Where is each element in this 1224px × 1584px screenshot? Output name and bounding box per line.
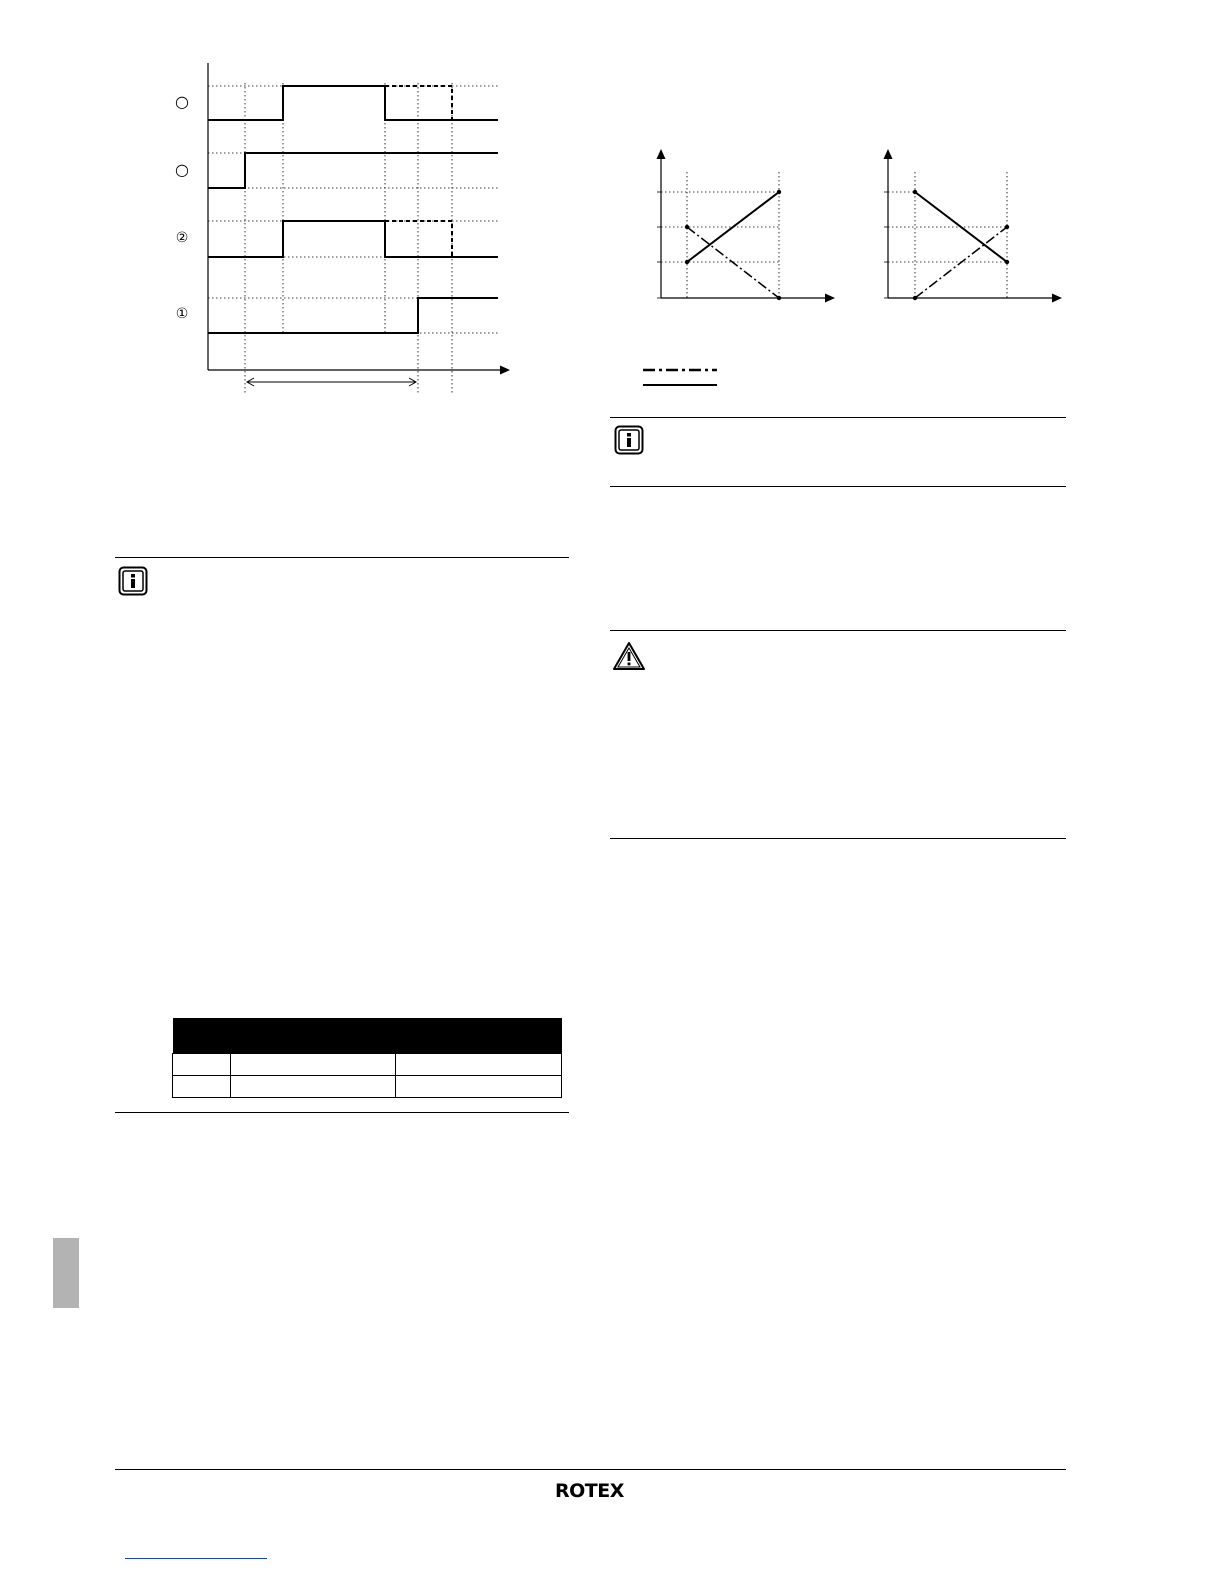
chart-b-point — [913, 296, 917, 300]
right-info-top-rule — [610, 417, 1066, 418]
table-header-cell — [230, 1018, 396, 1054]
chart-b-point — [1005, 260, 1009, 264]
timing-diagram — [160, 55, 520, 400]
table-cell — [173, 1054, 231, 1076]
rotex-logo: ROTEX — [555, 1480, 624, 1502]
info-icon — [118, 566, 148, 596]
right-info-bottom-rule — [610, 486, 1066, 487]
warning-triangle-icon — [612, 641, 646, 671]
footer-rule — [115, 1469, 1066, 1470]
chart-b-point — [913, 190, 917, 194]
table-cell — [230, 1076, 396, 1098]
table-cell — [173, 1076, 231, 1098]
table-cell — [396, 1076, 562, 1098]
table-row — [173, 1054, 562, 1076]
chart-legend — [640, 364, 722, 392]
table-header-row — [173, 1018, 562, 1054]
chart-b-point — [1005, 225, 1009, 229]
warning-bottom-rule — [610, 838, 1066, 839]
info-icon — [614, 425, 644, 455]
warning-top-rule — [610, 630, 1066, 631]
signal-marker-4: ① — [175, 306, 189, 322]
line-chart-a — [645, 145, 840, 310]
chart-b-series-dashdot — [915, 227, 1007, 298]
chart-a-series-dashdot — [687, 227, 779, 298]
signal-1-extension — [385, 86, 452, 120]
signal-3-extension — [385, 221, 452, 257]
chart-b-x-arrow — [1052, 294, 1062, 303]
chart-a-point — [777, 190, 781, 194]
chart-a-point — [777, 296, 781, 300]
table-row — [173, 1076, 562, 1098]
signal-marker-1: ○ — [175, 92, 189, 111]
footer-link-underline[interactable] — [125, 1558, 267, 1559]
signal-marker-2: ○ — [175, 160, 189, 179]
signal-4-trace — [208, 298, 498, 333]
timing-time-axis-arrow — [500, 366, 510, 375]
chart-a-point — [685, 260, 689, 264]
chart-a-y-arrow — [657, 149, 666, 159]
reference-table — [172, 1018, 562, 1098]
chart-a-x-arrow — [825, 294, 835, 303]
signal-1-trace — [208, 86, 498, 120]
table-cell — [230, 1054, 396, 1076]
side-chapter-tab — [53, 1238, 79, 1308]
signal-3-trace — [208, 221, 498, 257]
table-cell — [396, 1054, 562, 1076]
left-notice-bottom-rule — [115, 1112, 569, 1113]
table-header-cell — [396, 1018, 562, 1054]
left-notice-top-rule — [115, 557, 569, 558]
line-chart-b — [872, 145, 1067, 310]
chart-b-y-arrow — [884, 149, 893, 159]
chart-a-point — [685, 225, 689, 229]
signal-2-trace — [208, 153, 498, 188]
table-header-cell — [173, 1018, 231, 1054]
signal-marker-3: ② — [175, 230, 189, 246]
